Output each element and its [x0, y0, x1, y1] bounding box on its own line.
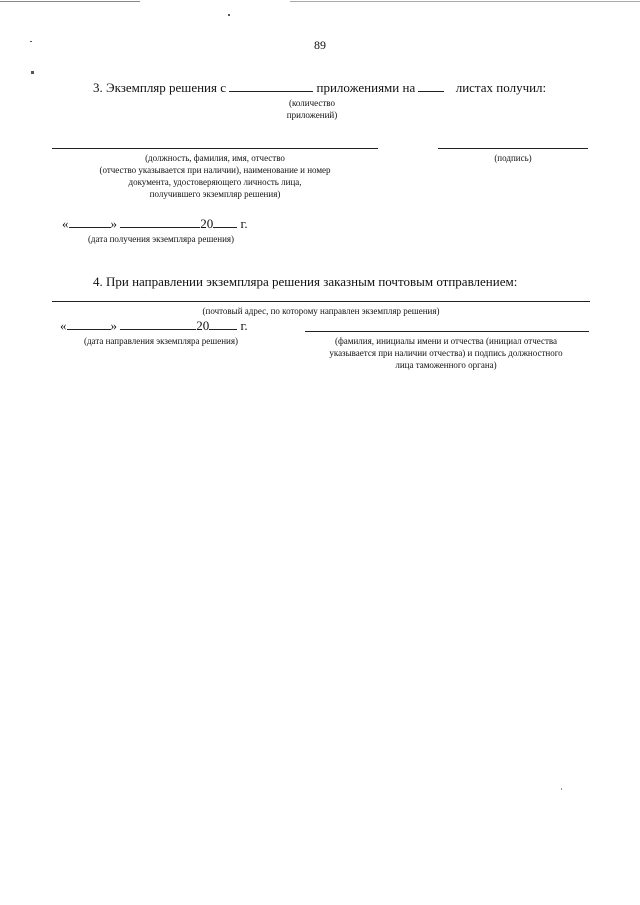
customs-official-caption: [296, 335, 596, 371]
official-caption-line: лица таможенного органа): [395, 360, 497, 370]
recipient-caption-line: получившего экземпляр решения): [149, 189, 281, 199]
recipient-caption-line: (отчество указывается при наличии), наименование и номер: [99, 165, 331, 175]
dispatch-date-line: [60, 318, 248, 334]
receipt-day-blank[interactable]: [69, 216, 111, 228]
open-quote: «: [60, 318, 67, 333]
scan-speck: [31, 71, 34, 74]
dispatch-date-caption: (дата направления экземпляра решения): [83, 336, 238, 346]
recipient-caption-line: документа, удостоверяющего личность лица,: [128, 177, 302, 187]
year-prefix: 20: [200, 216, 214, 231]
receipt-date-caption: (дата получения экземпляра решения): [87, 234, 235, 244]
receipt-month-blank[interactable]: [120, 216, 200, 228]
customs-official-field[interactable]: [305, 331, 589, 332]
receipt-year-blank[interactable]: [213, 216, 237, 228]
attachments-count-blank[interactable]: [229, 80, 313, 92]
signature-caption: (подпись): [494, 153, 532, 163]
postal-address-field[interactable]: [52, 301, 590, 302]
page-number: 89: [314, 38, 326, 52]
sheets-count-blank[interactable]: [418, 80, 444, 92]
dispatch-month-blank[interactable]: [120, 318, 196, 330]
year-suffix: г.: [240, 318, 248, 333]
scan-edge-line-left: [0, 1, 140, 2]
section3-middle: приложениями на: [316, 80, 416, 95]
postal-address-caption: (почтовый адрес, по которому направлен экземпляр решения): [202, 306, 440, 316]
year-suffix: г.: [240, 216, 248, 231]
year-prefix: 20: [196, 318, 210, 333]
scan-speck: [228, 14, 230, 16]
recipient-caption-line: (должность, фамилия, имя, отчество: [145, 153, 285, 163]
recipient-caption: [52, 152, 378, 200]
signature-field[interactable]: [438, 148, 588, 149]
count-caption-line: приложений): [286, 110, 338, 120]
count-caption-line: (количество: [289, 98, 335, 108]
scan-edge-line-right: [290, 1, 640, 2]
receipt-date-line: [62, 216, 248, 232]
section3-line: [93, 80, 546, 96]
close-quote: »: [110, 216, 117, 231]
scan-speck: [561, 788, 562, 790]
official-caption-line: указывается при наличии отчества) и подпись должностного: [329, 348, 563, 358]
count-caption: [262, 97, 362, 121]
dispatch-year-blank[interactable]: [209, 318, 237, 330]
section3-suffix: листах получил:: [455, 80, 547, 95]
official-caption-line: (фамилия, инициалы имени и отчества (инициал отчества: [334, 336, 558, 346]
open-quote: «: [62, 216, 69, 231]
section4-heading: 4. При направлении экземпляра решения заказным почтовым отправлением:: [93, 274, 518, 289]
dispatch-day-blank[interactable]: [67, 318, 111, 330]
recipient-name-field[interactable]: [52, 148, 378, 149]
close-quote: »: [110, 318, 117, 333]
section3-prefix: 3. Экземпляр решения с: [93, 80, 226, 95]
